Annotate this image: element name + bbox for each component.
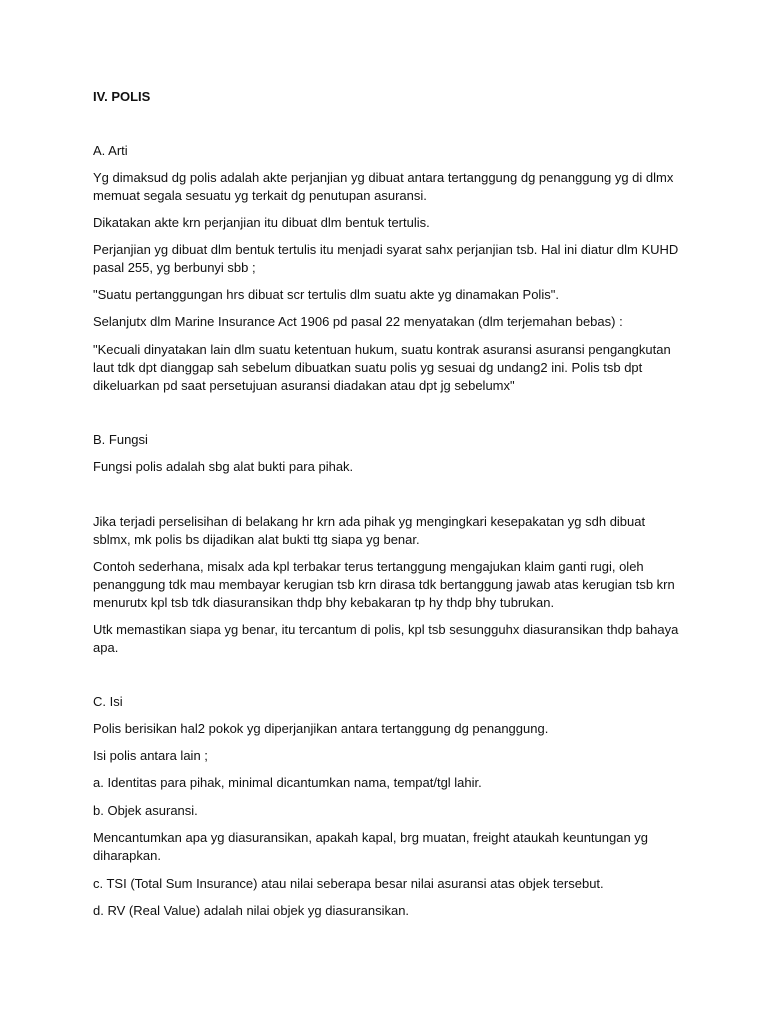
section-b-heading: B. Fungsi [93, 432, 148, 447]
section-a-paragraph-2: Dikatakan akte krn perjanjian itu dibuat dlm bentuk tertulis. [93, 215, 430, 230]
section-c-paragraph-objek: Mencantumkan apa yg diasuransikan, apakah kapal, brg muatan, freight ataukah keuntungan yg diharapkan. [93, 830, 649, 863]
section-a-heading: A. Arti [93, 143, 128, 158]
section-c-heading: C. Isi [93, 694, 123, 709]
section-a-paragraph-5: Selanjutx dlm Marine Insurance Act 1906 pd pasal 22 menyatakan (dlm terjemahan bebas) : [93, 314, 623, 329]
section-b-paragraph-1: Fungsi polis adalah sbg alat bukti para pihak. [93, 459, 354, 474]
section-b-paragraph-3: Contoh sederhana, misalx ada kpl terbakar terus tertanggung mengajukan klaim ganti rugi, oleh penanggung tdk mau membayar kerugian tsb krn dirasa tdk bertanggung jawab atas kerugian tsb krn menurutx kpl tsb tdk diasuransikan thdp bhy kebakaran tp hy thdp bhy tubrukan. [93, 559, 675, 610]
section-a-paragraph-1: Yg dimaksud dg polis adalah akte perjanjian yg dibuat antara tertanggung dg penanggung yg di dlmx memuat segala sesuatu yg terkait dg penutupan asuransi. [93, 170, 674, 203]
section-c-list-item-d: d. RV (Real Value) adalah nilai objek yg diasuransikan. [93, 903, 410, 918]
section-c-paragraph-1: Polis berisikan hal2 pokok yg diperjanjikan antara tertanggung dg penanggung. [93, 721, 549, 736]
section-c-list-item-a: a. Identitas para pihak, minimal dicantumkan nama, tempat/tgl lahir. [93, 775, 482, 790]
section-a-paragraph-6: "Kecuali dinyatakan lain dlm suatu ketentuan hukum, suatu kontrak asuransi asuransi pengangkutan laut tdk dpt dianggap sah sebelum dibuatkan suatu polis yg sesuai dg undang2 ini. Polis tsb dpt dikeluarkan pd saat persetujuan asuransi diadakan atau dpt jg sebelumx" [93, 342, 671, 393]
section-a-paragraph-4: "Suatu pertanggungan hrs dibuat scr tertulis dlm suatu akte yg dinamakan Polis". [93, 287, 559, 302]
section-b-paragraph-2: Jika terjadi perselisihan di belakang hr krn ada pihak yg mengingkari kesepakatan yg sdh dibuat sblmx, mk polis bs dijadikan alat bukti ttg siapa yg benar. [93, 514, 646, 547]
section-c-paragraph-2: Isi polis antara lain ; [93, 748, 208, 763]
section-b-paragraph-4: Utk memastikan siapa yg benar, itu tercantum di polis, kpl tsb sesungguhx diasuransikan thdp bahaya apa. [93, 622, 679, 655]
section-c-list-item-c: c. TSI (Total Sum Insurance) atau nilai seberapa besar nilai asuransi atas objek tersebut. [93, 876, 604, 891]
section-a-paragraph-3: Perjanjian yg dibuat dlm bentuk tertulis itu menjadi syarat sahx perjanjian tsb. Hal ini diatur dlm KUHD pasal 255, yg berbunyi sbb ; [93, 242, 679, 275]
document-title: IV. POLIS [93, 89, 151, 104]
section-c-list-item-b: b. Objek asuransi. [93, 803, 198, 818]
